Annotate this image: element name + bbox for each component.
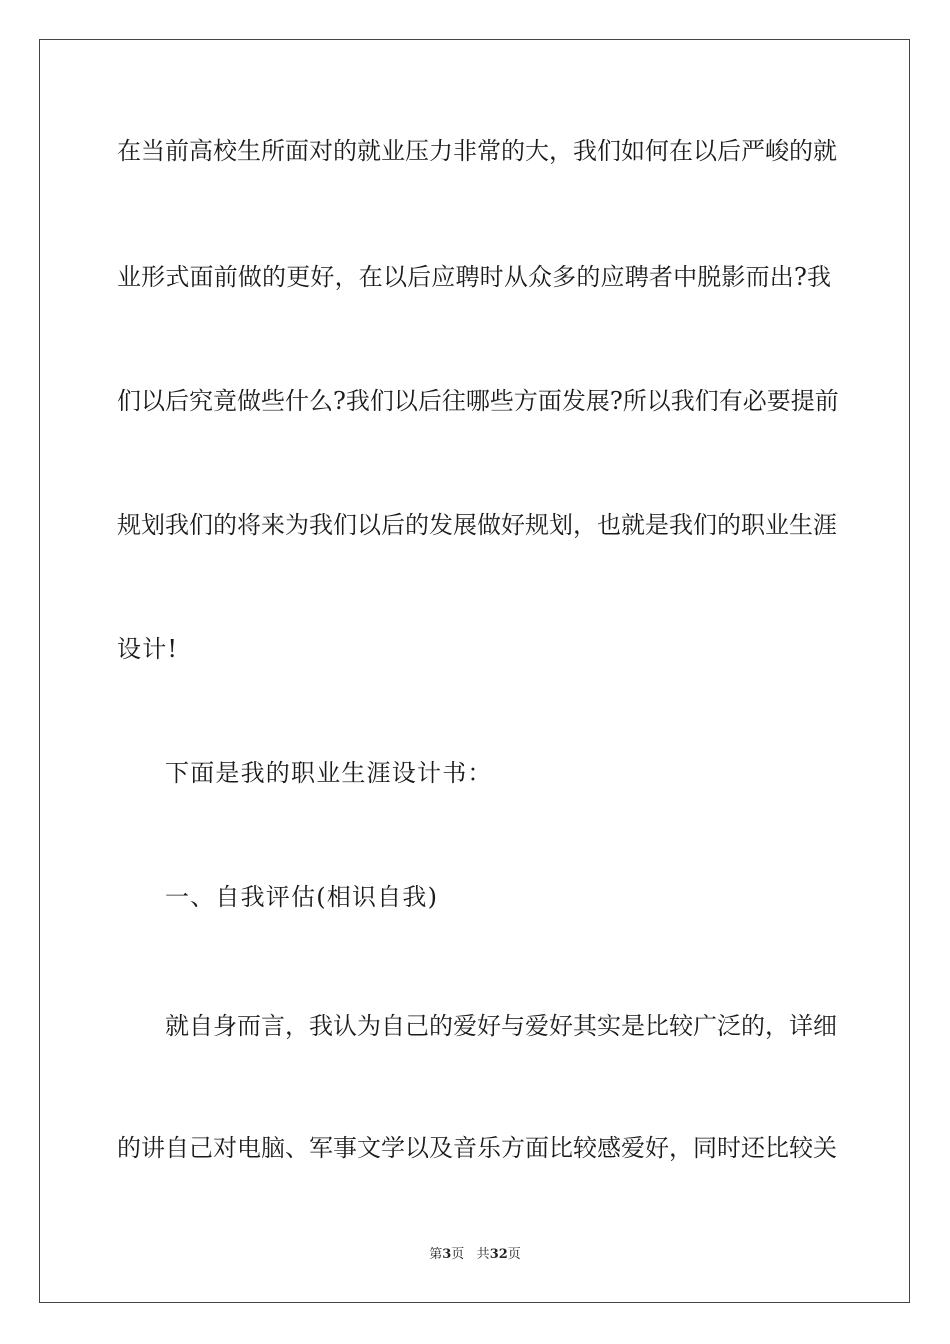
paragraph-line: 规划我们的将来为我们以后的发展做好规划，也就是我们的职业生涯 [117, 511, 837, 539]
footer-page-suffix: 页 [451, 1247, 465, 1262]
page-number: 3 [442, 1247, 452, 1262]
paragraph-line: 设计! [117, 635, 179, 663]
paragraph-line: 下面是我的职业生涯设计书： [165, 759, 493, 787]
page-border [39, 39, 910, 1303]
section-heading: 一、自我评估(相识自我) [165, 883, 439, 911]
footer-total-prefix: 共 [476, 1247, 490, 1262]
paragraph-line: 业形式面前做的更好，在以后应聘时从众多的应聘者中脱影而出?我 [117, 263, 831, 291]
page-footer [0, 1246, 950, 1264]
total-pages: 32 [489, 1247, 508, 1262]
footer-total-suffix: 页 [507, 1247, 521, 1262]
paragraph-line: 们以后究竟做些什么?我们以后往哪些方面发展?所以我们有必要提前 [117, 387, 839, 415]
paragraph-line: 就自身而言，我认为自己的爱好与爱好其实是比较广泛的，详细 [165, 1012, 837, 1040]
footer-prefix: 第 [429, 1247, 443, 1262]
paragraph-line: 的讲自己对电脑、军事文学以及音乐方面比较感爱好，同时还比较关 [117, 1134, 837, 1162]
paragraph-line: 在当前高校生所面对的就业压力非常的大，我们如何在以后严峻的就 [117, 137, 837, 165]
